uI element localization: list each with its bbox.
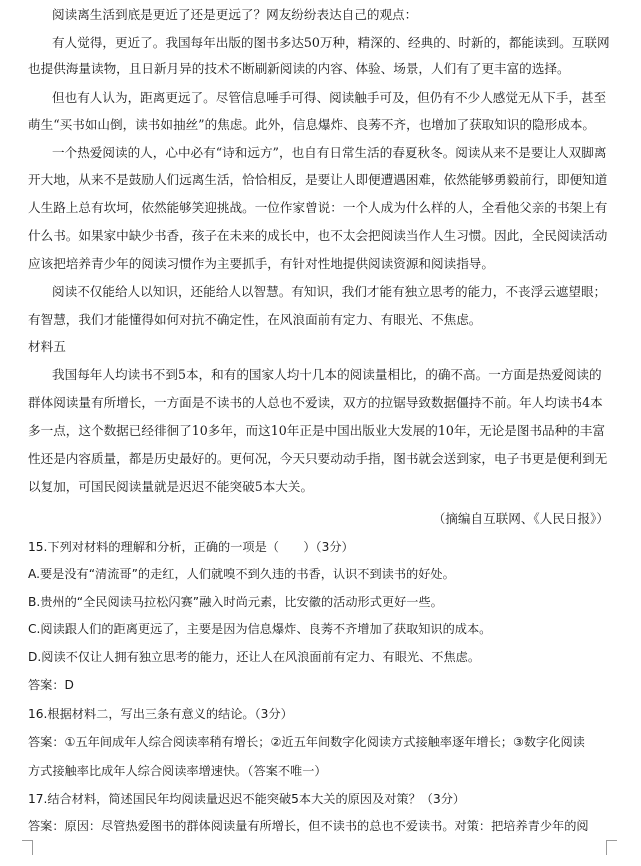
answer-15: 答案：D xyxy=(28,678,74,692)
text-line: 一个热爱阅读的人，心中必有“诗和远方”，也自有日常生活的春夏秋冬。阅读从来不是要让人双脚离 xyxy=(52,145,607,160)
text-line: 有智慧，我们才能懂得如何对抗不确定性，在风浪面前有定力、有眼光、不焦虑。 xyxy=(28,312,482,327)
page-corner-mark xyxy=(22,840,33,855)
option-d: D.阅读不仅让人拥有独立思考的能力，还让人在风浪面前有定力、有眼光、不焦虑。 xyxy=(28,650,481,664)
text-line: 开大地，从来不是鼓励人们远离生活，恰恰相反，是要让人即便遭遇困难，依然能够勇毅前行，即便知道 xyxy=(28,172,608,187)
answer-16-cont: 方式接触率比成年人综合阅读率增速快。（答案不唯一） xyxy=(28,764,327,778)
text-line: 多一点，这个数据已经徘徊了10多年，而这10年正是中国出版业大发展的10年，无论是图书品种的丰富 xyxy=(28,423,606,438)
text-line: 性还是内容质量，都是历史最好的。更何况，今天只要动动手指，图书就会送到家，电子书更是便利到无 xyxy=(28,451,608,466)
text-line: 人生路上总有坎坷，依然能够笑迎挑战。一位作家曾说：一个人成为什么样的人，全看他父亲的书架上有 xyxy=(28,200,608,215)
question-17: 17.结合材料，简述国民年均阅读量迟迟不能突破5本大关的原因及对策？（3分） xyxy=(28,792,466,806)
text-line: 以复加，可国民阅读量就是迟迟不能突破5本大关。 xyxy=(28,479,314,494)
text-line: 群体阅读量有所增长，一方面是不读书的人总也不爱读，双方的拉锯导致数据僵持不前。年人均读书4本 xyxy=(28,395,603,410)
text-line: 什么书。如果家中缺少书香，孩子在未来的成长中，也不太会把阅读当作人生习惯。因此，全民阅读活动 xyxy=(28,228,608,243)
question-15: 15.下列对材料的理解和分析，正确的一项是（ ）（3分） xyxy=(28,540,354,554)
text-line: 但也有人认为，距离更远了。尽管信息唾手可得、阅读触手可及，但仍有不少人感觉无从下手，甚至 xyxy=(52,90,607,105)
question-16: 16.根据材料二，写出三条有意义的结论。（3分） xyxy=(28,707,293,721)
option-b: B.贵州的“全民阅读马拉松闪赛”融入时尚元素，比安徽的活动形式更好一些。 xyxy=(28,595,443,609)
text-line: 有人觉得，更近了。我国每年出版的图书多达50万种，精深的、经典的、时新的，都能读到。互联网 xyxy=(52,35,610,50)
section-heading: 材料五 xyxy=(28,339,66,354)
option-a: A.要是没有“清流哥”的走红，人们就嗅不到久违的书香，认识不到读书的好处。 xyxy=(28,567,455,581)
text-line: 萌生“买书如山倒，读书如抽丝”的焦虑。此外，信息爆炸、良莠不齐，也增加了获取知识的隐形成本。 xyxy=(28,117,596,132)
text-line: 阅读离生活到底是更近了还是更远了？网友纷纷表达自己的观点： xyxy=(52,7,418,22)
option-c: C.阅读跟人们的距离更远了，主要是因为信息爆炸、良莠不齐增加了获取知识的成本。 xyxy=(28,622,492,636)
text-line: 也提供海量读物，且日新月异的技术不断刷新阅读的内容、体验、场景，人们有了更丰富的选择。 xyxy=(28,61,570,76)
answer-17: 答案：原因：尽管热爱图书的群体阅读量有所增长，但不读书的总也不爱读书。对策：把培养青少年的阅 xyxy=(28,819,589,833)
text-line: 应该把培养青少年的阅读习惯作为主要抓手，有针对性地提供阅读资源和阅读指导。 xyxy=(28,256,494,271)
source-citation: （摘编自互联网、《人民日报》） xyxy=(432,511,609,526)
text-line: 我国每年人均读书不到5本，和有的国家人均十几本的阅读量相比，的确不高。一方面是热爱阅读的 xyxy=(52,367,602,382)
text-line: 阅读不仅能给人以知识，还能给人以智慧。有知识，我们才能有独立思考的能力，不丧浮云遮望眼； xyxy=(52,284,607,299)
page-corner-mark xyxy=(606,840,617,855)
answer-16: 答案：①五年间成年人综合阅读率稍有增长；②近五年间数字化阅读方式接触率逐年增长；③数字化阅读 xyxy=(28,735,585,749)
